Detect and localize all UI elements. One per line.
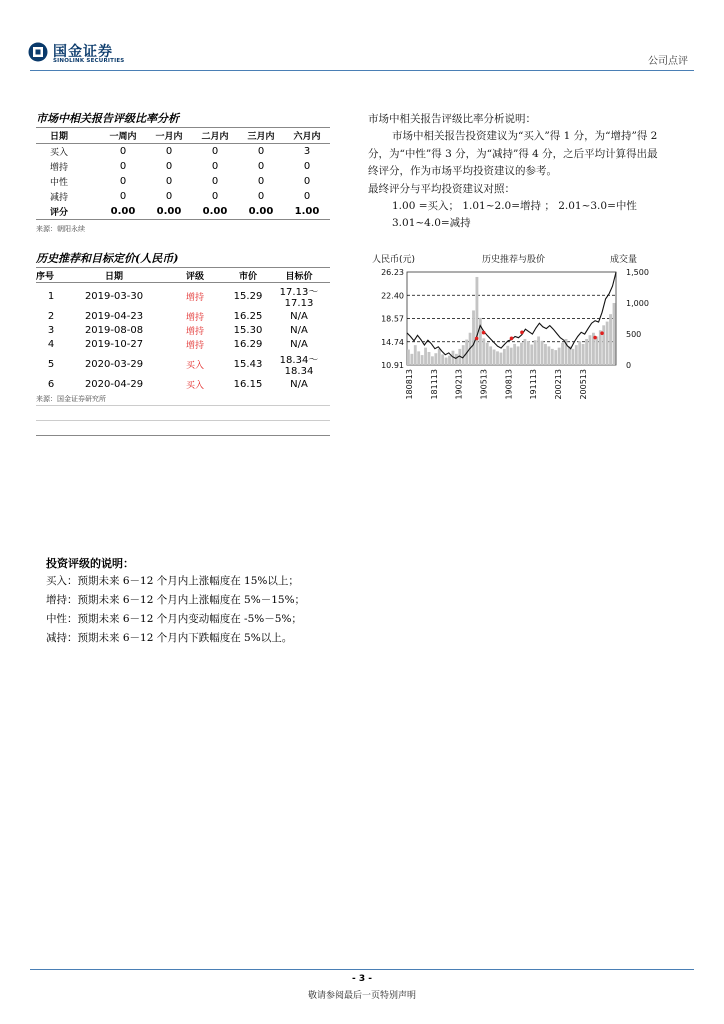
table-cell: 0: [211, 146, 219, 157]
volume-bar: [523, 339, 526, 365]
table2-header-cell: 序号: [36, 268, 66, 283]
rating-desc-item: 增持：预期未来 6－12 个月内上涨幅度在 5%－15%；: [46, 594, 306, 606]
table-row: [36, 174, 330, 189]
explanation-paragraph: 市场中相关报告投资建议为“买入”得 1 分，为“增持”得 2 分，为“中性”得 3 分，为“减持”得 4 分，之后平均计算得出最终评分，作为市场平均投资建议的参考。: [368, 130, 658, 178]
table-cell: 0: [165, 146, 173, 157]
x-tick-label: 200513: [578, 369, 588, 400]
rating-desc-item: 减持：预期未来 6－12 个月内下跌幅度在 5%以上。: [46, 632, 293, 644]
volume-bar: [407, 350, 410, 366]
recommendation-marker: [475, 337, 479, 341]
header-divider: [30, 70, 694, 71]
volume-bar: [421, 355, 424, 365]
x-tick-label: 191113: [529, 369, 539, 400]
row-target: N/A: [290, 378, 308, 390]
volume-bar: [551, 349, 554, 365]
y-right-tick-label: 0: [626, 361, 632, 370]
row-no: 1: [47, 290, 55, 302]
volume-bar: [513, 344, 516, 365]
row-date: 2019-08-08: [84, 324, 144, 336]
x-tick-label: 190813: [504, 369, 514, 400]
row-rating: 买入: [185, 380, 204, 391]
row-label: 中性: [50, 178, 69, 188]
volume-bar: [589, 335, 592, 365]
row-no: 3: [47, 324, 55, 336]
volume-bar: [578, 341, 581, 365]
volume-bar: [503, 349, 506, 365]
y-right-tick-label: 1,500: [626, 268, 649, 277]
row-no: 5: [47, 358, 55, 370]
row-no: 4: [47, 338, 55, 350]
volume-bar: [486, 343, 489, 365]
table-row-empty: [36, 406, 330, 421]
table-cell: 0.00: [100, 204, 146, 220]
rating-desc-item: 中性：预期未来 6－12 个月内变动幅度在 -5%－5%；: [46, 613, 302, 625]
row-rating: 买入: [185, 360, 204, 371]
rating-ratio-explanation: [368, 111, 668, 233]
table-cell: 0: [119, 176, 127, 187]
table2-header-cell: 市价: [228, 268, 268, 283]
table2-header-cell: 评级: [162, 268, 228, 283]
volume-bar: [520, 343, 523, 365]
explanation-scale-line: 1.00 =买入； 1.01~2.0=增持 ； 2.01~3.0=中性: [392, 200, 637, 213]
row-target: 17.13～17.13: [279, 287, 319, 309]
table1-header-cell: 日期: [36, 128, 100, 144]
table-cell: 0: [303, 161, 311, 172]
table1-header-cell: 一月内: [146, 128, 192, 144]
row-rating: 增持: [185, 326, 204, 337]
volume-bar: [595, 336, 598, 365]
volume-bar: [472, 310, 475, 365]
table-row: [36, 189, 330, 204]
volume-bar: [534, 340, 537, 365]
volume-bar: [585, 339, 588, 365]
volume-bar: [476, 277, 479, 365]
volume-bar: [441, 354, 444, 365]
volume-bar: [606, 322, 609, 365]
row-price: 16.15: [233, 378, 263, 390]
logo-en-text: SINOLINK SECURITIES: [53, 58, 125, 64]
volume-bar: [417, 351, 420, 365]
table-cell: 0: [257, 176, 265, 187]
volume-bar: [537, 336, 540, 365]
table-row: [36, 351, 330, 377]
y-tick-label: 14.74: [381, 337, 404, 347]
table-cell: 0: [119, 191, 127, 202]
volume-bar: [434, 353, 437, 365]
table-cell: 0: [257, 161, 265, 172]
table-row: [36, 204, 330, 220]
volume-bar: [500, 353, 503, 365]
volume-bar: [496, 351, 499, 365]
volume-bar: [547, 346, 550, 365]
row-label: 减持: [50, 193, 69, 203]
y-tick-label: 10.91: [381, 361, 404, 370]
recommendation-marker: [593, 336, 597, 340]
volume-bar: [448, 356, 451, 365]
volume-bar: [530, 345, 533, 365]
table-row-empty: [36, 421, 330, 436]
volume-bar: [561, 343, 564, 365]
table-cell: 0.00: [238, 204, 284, 220]
row-date: 2020-03-29: [84, 358, 144, 370]
price-line: [407, 272, 616, 358]
table1-header-row: [36, 128, 330, 144]
row-label: 评分: [36, 204, 100, 220]
table-row: [36, 323, 330, 337]
table-cell: 0: [119, 146, 127, 157]
table-row: [36, 159, 330, 174]
price-history-chart: [360, 250, 660, 410]
row-rating: 增持: [185, 292, 204, 303]
row-target: N/A: [290, 338, 308, 350]
row-date: 2019-03-30: [84, 290, 144, 302]
volume-bar: [431, 356, 434, 365]
table-cell: 0: [211, 161, 219, 172]
explanation-scale-line: 3.01~4.0=减持: [392, 217, 471, 230]
row-price: 15.43: [233, 358, 263, 370]
y-tick-label: 26.23: [381, 268, 404, 277]
chart-ylabel-right: 成交量: [610, 255, 638, 265]
report-type: 公司点评: [648, 56, 688, 67]
volume-bar: [517, 346, 520, 365]
volume-bar: [582, 344, 585, 365]
y-right-tick-label: 500: [626, 330, 642, 339]
row-price: 16.29: [233, 338, 263, 350]
table1-header-cell: 六月内: [284, 128, 330, 144]
table-cell: 0: [257, 191, 265, 202]
row-date: 2020-04-29: [84, 378, 144, 390]
table-cell: 1.00: [284, 204, 330, 220]
row-rating: 增持: [185, 312, 204, 323]
row-no: 6: [47, 378, 55, 390]
table-cell: 0: [257, 146, 265, 157]
volume-bar: [445, 358, 448, 365]
rating-desc-title: 投资评级的说明：: [46, 557, 134, 570]
table-row: [36, 309, 330, 323]
row-price: 15.29: [233, 290, 263, 302]
volume-bar: [455, 354, 458, 365]
chart-ylabel: 人民币(元): [372, 255, 416, 265]
x-tick-label: 190213: [454, 369, 464, 400]
table-cell: 0: [119, 161, 127, 172]
y-tick-label: 22.40: [381, 291, 404, 301]
x-tick-label: 181113: [429, 369, 439, 400]
volume-bar: [575, 345, 578, 365]
volume-bar: [424, 348, 427, 365]
table-cell: 3: [303, 146, 311, 157]
recommendation-marker: [520, 331, 524, 335]
table2-title: 历史推荐和目标定价(人民币): [36, 252, 179, 265]
row-target: N/A: [290, 324, 308, 336]
volume-bar: [510, 348, 513, 365]
row-price: 16.25: [233, 310, 263, 322]
table-cell: 0.00: [146, 204, 192, 220]
table2-header-cell: 目标价: [268, 268, 330, 283]
table2-source: 来源：国金证券研究所: [36, 395, 106, 403]
volume-bar: [599, 330, 602, 365]
history-recommendation-table: [36, 267, 330, 436]
table-cell: 0: [165, 176, 173, 187]
sinolink-logo-icon: [28, 42, 48, 62]
company-logo: [28, 40, 138, 70]
rating-ratio-table: [36, 127, 330, 220]
volume-bar: [609, 314, 612, 365]
volume-bar: [541, 341, 544, 365]
row-target: 18.34～18.34: [279, 355, 319, 377]
chart-title: 历史推荐与股价: [482, 255, 546, 265]
rating-desc-list: [46, 572, 305, 648]
explanation-title: 市场中相关报告评级比率分析说明：: [368, 113, 536, 125]
row-price: 15.30: [233, 324, 263, 336]
table-cell: 0: [211, 191, 219, 202]
table-row: [36, 377, 330, 391]
table2-header-row: [36, 268, 330, 283]
rating-desc-item: 买入：预期未来 6－12 个月内上涨幅度在 15%以上；: [46, 575, 299, 587]
table1-header-cell: 三月内: [238, 128, 284, 144]
table2-header-cell: 日期: [66, 268, 162, 283]
volume-bar: [558, 348, 561, 365]
volume-bar: [613, 303, 616, 365]
table1-header-cell: 一周内: [100, 128, 146, 144]
table-row: [36, 144, 330, 160]
row-label: 增持: [50, 163, 69, 173]
table1-header-cell: 二月内: [192, 128, 238, 144]
logo-cn-text: 国金证券: [53, 44, 113, 60]
row-date: 2019-04-23: [84, 310, 144, 322]
footer-divider: [30, 969, 694, 970]
table-cell: 0: [211, 176, 219, 187]
y-tick-label: 18.57: [381, 314, 404, 324]
volume-bar: [602, 325, 605, 365]
volume-bar: [410, 354, 413, 365]
row-rating: 增持: [185, 340, 204, 351]
table-cell: 0: [303, 191, 311, 202]
x-tick-label: 190513: [479, 369, 489, 400]
volume-bar: [493, 350, 496, 366]
row-date: 2019-10-27: [84, 338, 144, 350]
recommendation-marker: [600, 331, 604, 335]
explanation-compare-title: 最终评分与平均投资建议对照：: [368, 182, 515, 195]
table-cell: 0: [165, 191, 173, 202]
footer-note: 敬请参阅最后一页特别声明: [307, 991, 416, 1001]
volume-bar: [438, 349, 441, 365]
recommendation-marker: [482, 331, 486, 335]
volume-bar: [489, 346, 492, 365]
page-number: - 3 -: [352, 974, 372, 984]
volume-bar: [544, 344, 547, 365]
y-right-tick-label: 1,000: [626, 299, 649, 308]
table1-source: 来源：朝阳永续: [36, 225, 85, 233]
table-cell: 0: [303, 176, 311, 187]
table1-title: 市场中相关报告评级比率分析: [36, 112, 179, 125]
row-label: 买入: [50, 148, 69, 158]
volume-bar: [506, 346, 509, 365]
row-no: 2: [47, 310, 55, 322]
table-row: [36, 337, 330, 351]
recommendation-marker: [510, 337, 514, 341]
table-cell: 0: [165, 161, 173, 172]
volume-bar: [414, 345, 417, 365]
x-tick-label: 200213: [554, 369, 564, 400]
row-target: N/A: [290, 310, 308, 322]
volume-bar: [428, 352, 431, 365]
volume-bar: [482, 338, 485, 365]
x-tick-label: 180813: [405, 369, 414, 400]
volume-bar: [571, 349, 574, 365]
table-cell: 0.00: [192, 204, 238, 220]
volume-bar: [554, 350, 557, 365]
volume-bar: [527, 341, 530, 365]
table-row: [36, 283, 330, 310]
